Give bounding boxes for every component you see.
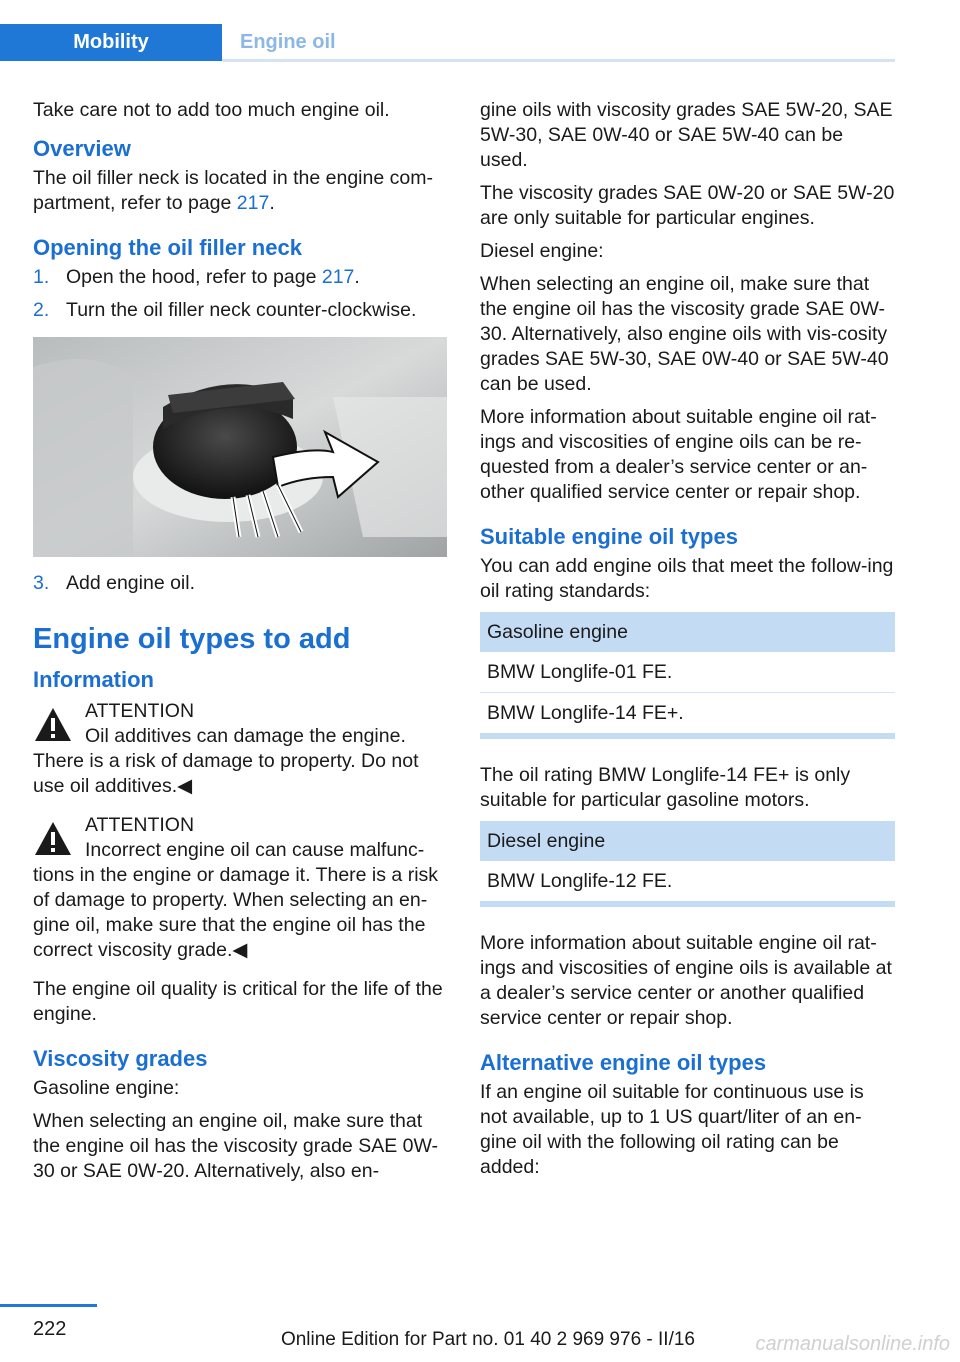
oil-filler-cap-photo <box>33 337 447 557</box>
list-item: 2. Turn the oil filler neck counter-clockwise. <box>33 299 417 321</box>
list-item: 1. Open the hood, refer to page 217. <box>33 266 360 288</box>
attention-note-1 <box>33 699 447 799</box>
attention-note-2 <box>33 813 447 963</box>
attention-text: Oil additives can damage the engine. There is a risk of damage to property. Do not use oil additives.◀ <box>33 725 419 797</box>
table-header: Gasoline engine <box>480 612 895 652</box>
viscosity-gasoline-text: When selecting an engine oil, make sure that the engine oil has the viscosity grade SAE 0W-30 or SAE 0W-20. Alternatively, also en‐ <box>33 1110 439 1182</box>
table-header: Diesel engine <box>480 821 895 861</box>
table-row: BMW Longlife-12 FE. <box>487 870 673 892</box>
alternative-text: If an engine oil suitable for continuous use is not available, up to 1 US quart/liter of an en‐gine oil with the following oil rating can be added: <box>480 1081 864 1178</box>
viscosity-particular-text: The viscosity grades SAE 0W-20 or SAE 5W-20 are only suitable for particular engines. <box>480 182 895 229</box>
attention-text: Incorrect engine oil can cause malfunc‐tions in the engine or damage it. There is a risk of damage to property. When selecting an en‐gine oil, make sure that the engine oil has the correct viscosity grade.◀ <box>33 839 439 961</box>
attention-label: ATTENTION <box>85 700 195 722</box>
table-row: BMW Longlife-01 FE. <box>480 652 895 693</box>
gasoline-table <box>480 612 895 739</box>
diesel-table <box>480 821 895 907</box>
opening-heading: Opening the oil filler neck <box>33 235 302 260</box>
more-info-text: More information about suitable engine oil rat‐ings and viscosities of engine oils can be re‐quested from a dealer’s service center or an‐other qualified service center or repair shop. <box>480 406 877 503</box>
table-row: BMW Longlife-14 FE+. <box>487 702 684 724</box>
page-number: 222 <box>33 1318 67 1340</box>
attention-label: ATTENTION <box>85 814 195 836</box>
more-info-available-text: More information about suitable engine oil rat‐ings and viscosities of engine oils is available at a dealer’s service center or another qualified service center or repair shop. <box>480 932 892 1029</box>
viscosity-gasoline-label: Gasoline engine: <box>33 1077 180 1099</box>
edition-text: Online Edition for Part no. 01 40 2 969 976 - II/16 <box>280 1329 695 1350</box>
types-heading: Engine oil types to add <box>33 623 351 655</box>
viscosity-alt-text: gine oils with viscosity grades SAE 5W-20, SAE 5W-30, SAE 0W-40 or SAE 5W-40 can be used. <box>480 99 893 171</box>
suitable-text: You can add engine oils that meet the follow‐ing oil rating standards: <box>480 555 894 602</box>
diesel-label: Diesel engine: <box>480 240 604 262</box>
footer-rule <box>0 1304 97 1307</box>
warning-icon <box>33 819 73 859</box>
steps-list <box>33 265 447 323</box>
header-rule <box>222 59 895 62</box>
diesel-viscosity-text: When selecting an engine oil, make sure that the engine oil has the viscosity grade SAE 0W-30. Alternatively, also engine oils with vis‐cosity grades SAE 5W-30, SAE 0W-40 or SAE 5W-40 can be used. <box>480 273 889 395</box>
right-column <box>480 98 895 1188</box>
overview-heading: Overview <box>33 136 131 161</box>
page-link-217[interactable]: 217 <box>236 192 270 214</box>
suitable-heading: Suitable engine oil types <box>480 524 738 549</box>
viscosity-heading: Viscosity grades <box>33 1046 208 1071</box>
alternative-heading: Alternative engine oil types <box>480 1050 767 1075</box>
watermark: carmanualsonline.info <box>755 1333 950 1355</box>
header-tab-engine-oil[interactable]: Engine oil <box>240 31 336 53</box>
intro-text: Take care not to add too much engine oil. <box>33 99 390 121</box>
longlife-14-note: The oil rating BMW Longlife-14 FE+ is only suitable for particular gasoline motors. <box>480 764 851 811</box>
list-item: 3. Add engine oil. <box>33 572 196 594</box>
left-column <box>33 98 447 1192</box>
quality-text: The engine oil quality is critical for the life of the engine. <box>33 978 443 1025</box>
page-link-217[interactable]: 217 <box>321 266 355 288</box>
overview-text: The oil filler neck is located in the engine com‐partment, refer to page 217. <box>33 167 433 214</box>
header-tab-mobility[interactable]: Mobility <box>0 24 222 61</box>
steps-list-continued <box>33 571 447 596</box>
warning-icon <box>33 705 73 745</box>
information-heading: Information <box>33 667 154 692</box>
